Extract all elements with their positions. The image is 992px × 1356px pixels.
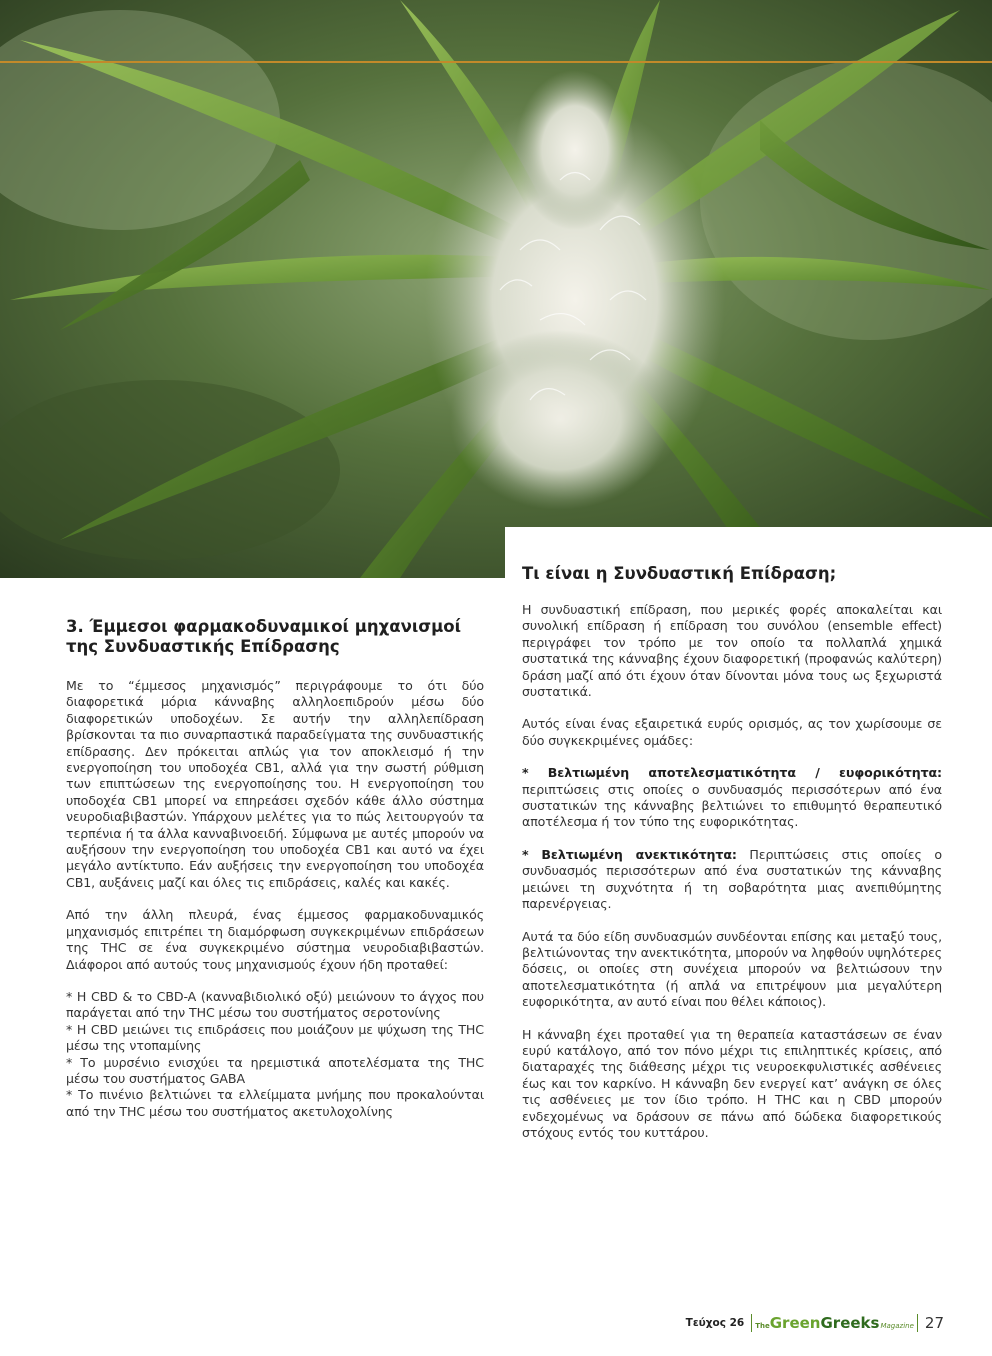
section-title-left [66, 617, 496, 657]
issue-number: Τεύχος 26 [685, 1317, 745, 1329]
logo-greeks: Greeks [820, 1314, 880, 1332]
logo-the: The [755, 1322, 770, 1330]
right-paragraph-5: Αυτά τα δύο είδη συνδυασμών συνδέονται επίσης και μεταξύ τους, βελτιώνοντας την ανεκτικότητα, μπορούν να ληφθούν υψηλότερες δόσεις, οι οποίες στη συνέχεια μπορούν να βελτιώσουν την αποτελεσματικότητα (ή απλά να επιτρέψουν μια μεγαλύτερη ευφορικότητα, αν αυτό είναι που θέλει κάποιος). [522, 928, 942, 1010]
right-paragraph-6: Η κάνναβη έχει προταθεί για τη θεραπεία καταστάσεων σε έναν ευρύ κατάλογο, από τον πόνο μέχρι τις επιληπτικές κρίσεις, από διαταραχές της διάθεσης μέχρι τις νευροεκφυλιστικές ασθένειες έως και τον καρκίνο. Η κάνναβη δεν ενεργεί κατ’ ανάγκη σε όλες τις ασθένειες με τον ίδιο τρόπο. Η THC και η CBD μπορούν ενδεχομένως να δράσουν σε πάνω από δώδεκα διαφορετικούς στόχους εντός του κυττάρου. [522, 1026, 942, 1140]
tolerability-heading: * Βελτιωμένη ανεκτικότητα: [522, 846, 737, 862]
logo-green: Green [769, 1314, 821, 1332]
left-paragraph-2: Από την άλλη πλευρά, ένας έμμεσος φαρμακοδυναμικός μηχανισμός επιτρέπει τη διαμόρφωση συγκεκριμένων επιδράσεων της THC σε ένα συγκεκριμένο σύστημα νευροδιαβιβαστών. Διάφοροι από αυτούς τους μηχανισμούς έχουν ήδη προταθεί: [66, 907, 484, 972]
right-column [522, 602, 942, 1141]
right-paragraph-4 [522, 847, 942, 913]
section-title-left-line1: 3. Έμμεσοι φαρμακοδυναμικοί μηχανισμοί [66, 617, 462, 636]
efficacy-text: περιπτώσεις στις οποίες ο συνδυασμός περισσότερων από ένα συστατικών της κάνναβης βελτιώνει το επιθυμητό θεραπευτικό αποτέλεσμα ή τον τύπο της ευφορικότητας. [522, 781, 942, 830]
left-bullet-3: * Το μυρσένιο ενισχύει τα ηρεμιστικά αποτελέσματα της THC μέσω του συστήματος GABA [66, 1054, 484, 1086]
right-paragraph-3 [522, 765, 942, 831]
footer-divider [751, 1314, 752, 1332]
right-paragraph-2: Αυτός είναι ένας εξαιρετικά ευρύς ορισμός, ας τον χωρίσουμε σε δύο συγκεκριμένες ομάδες: [522, 716, 942, 748]
left-paragraph-1: Με το “έμμεσος μηχανισμός” περιγράφουμε το ότι δύο διαφορετικά μόρια κάνναβης αλληλοεπιδρούν μέσω δύο διαφορετικών υποδοχέων. Σε αυτήν την αλληλεπίδραση βρίσκονται τα πιο συναρπαστικά παραδείγματα της συνδυαστικής επίδρασης. Δεν πρόκειται απλώς για τον αποκλεισμό ή την ενεργοποίηση του υποδοχέα CB1, αλλά για την σωστή ρύθμιση των επιπτώσεων της ενεργοποίησης του. Η ενεργοποίηση του υποδοχέα CB1 μπορεί να επηρεάσει σχεδόν κάθε άλλο σύστημα νευροδιαβιβαστών. Υπάρχουν μελέτες για το πώς λειτουργούν τα τερπένια ή τα άλλα κανναβινοειδή. Σύμφωνα με αυτές μπορούν να αυξήσουν την ενεργοποίηση του υποδοχέα CB1 και αυτό να έχει μεγάλο αντίκτυπο. Εάν αυξήσεις την ενεργοποίηση του υποδοχέα CB1, αυξάνεις μαζί και όλες τις επιδράσεις, καλές και κακές. [66, 678, 484, 890]
right-paragraph-1: Η συνδυαστική επίδραση, που μερικές φορές αποκαλείται και συνολική επίδραση ή επίδραση του συνόλου (ensemble effect) περιγράφει τον τρόπο με τον οποίο τα πολλαπλά χημικά συστατικά της κάνναβης έχουν διαφορετική (προφανώς καλύτερη) δράση μαζί από ότι έχουν όταν δίνονται μόνα τους ως ξεχωριστά συστατικά. [522, 602, 942, 700]
left-bullet-1: * Η CBD & το CBD-A (κανναβιδιολικό οξύ) μειώνουν το άγχος που παράγεται από την THC μέσω του συστήματος σεροτονίνης [66, 988, 484, 1021]
footer-divider-2 [917, 1314, 918, 1332]
logo-magazine: Magazine [880, 1322, 914, 1330]
page-footer [686, 1312, 944, 1334]
accent-rule [0, 61, 992, 63]
left-bullet-4: * Το πινένιο βελτιώνει τα ελλείμματα μνήμης που προκαλούνται από την THC μέσω του συστήματος ακετυλοχολίνης [66, 1087, 484, 1119]
tolerability-text: Περιπτώσεις στις οποίες ο συνδυασμός περισσότερων από ένα συστατικών της κάνναβης μειώνει τη συχνότητα ή τη σοβαρότητα μιας ανεπιθύμητης παρενέργειας. [522, 846, 942, 912]
efficacy-heading: * Βελτιωμένη αποτελεσματικότητα / ευφορικότητα: [522, 765, 942, 781]
section-title-left-line2: της Συνδυαστικής Επίδρασης [66, 637, 340, 656]
left-bullet-2: * Η CBD μειώνει τις επιδράσεις που μοιάζουν με ψύχωση της THC μέσω της ντοπαμίνης [66, 1021, 484, 1054]
left-column [66, 678, 484, 1120]
section-title-right: Τι είναι η Συνδυαστική Επίδραση; [522, 564, 837, 583]
cannabis-plant-photo [0, 0, 992, 578]
magazine-logo [755, 1314, 914, 1332]
page-number: 27 [924, 1314, 944, 1332]
